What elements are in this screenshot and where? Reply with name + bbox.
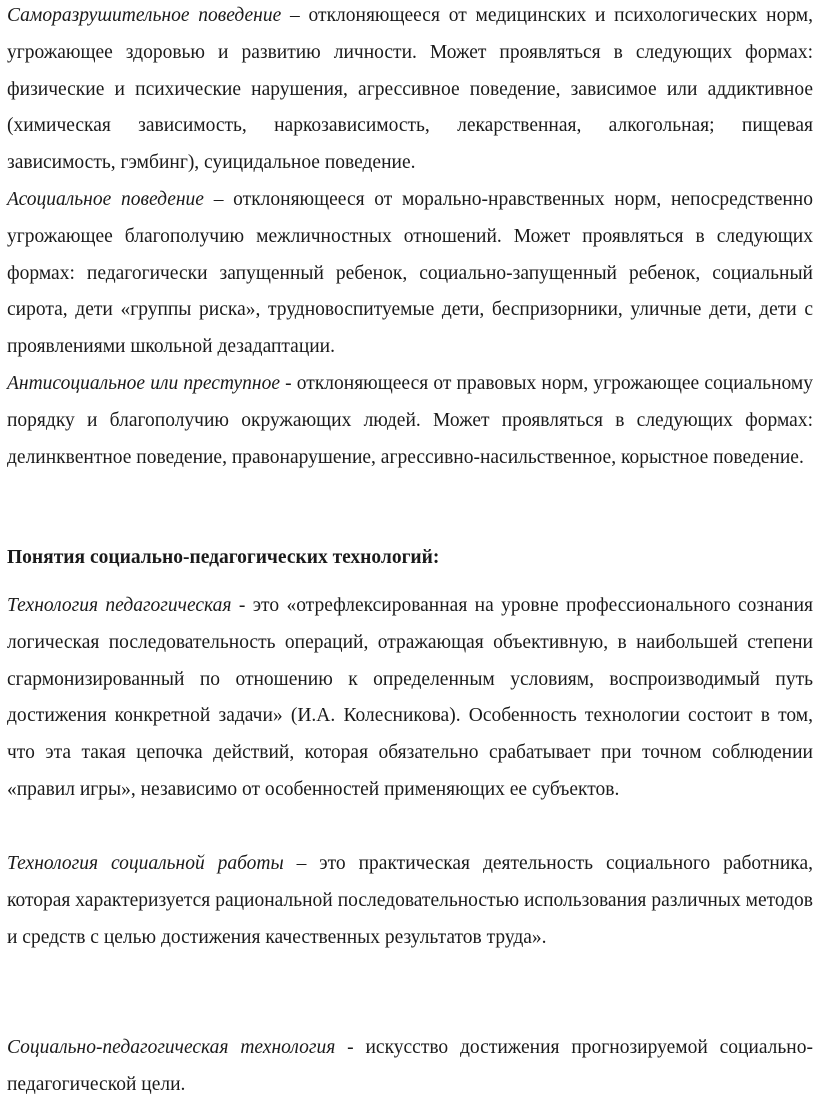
paragraph-self-destructive-behavior (7, 0, 813, 182)
definition-social-work-technology: – это практическая деятельность социального работника, которая характеризуется рациональной последовательностью использования различных методов и средств с целью достижения качественных результатов труда». (7, 853, 813, 948)
paragraph-social-pedagogical-technology (7, 1030, 813, 1104)
term-social-pedagogical-technology: Социально-педагогическая технология (7, 1037, 336, 1058)
term-pedagogical-technology: Технология педагогическая (7, 595, 232, 616)
paragraph-pedagogical-technology (7, 588, 813, 809)
paragraph-antisocial-behavior (7, 366, 813, 476)
section-heading: Понятия социально-педагогических технологий: (7, 547, 440, 568)
definition-self-destructive: – отклоняющееся от медицинских и психологических норм, угрожающее здоровью и развитию личности. Может проявляться в следующих формах: физические и психические нарушения, агрессивное поведение, зависимое или аддиктивное (химическая зависимость, наркозависимость, лекарственная, алкогольная; пищевая зависимость, гэмбинг), суицидальное поведение. (7, 5, 813, 174)
definition-social-pedagogical-technology: - искусство достижения прогнозируемой социально-педагогической цели. (7, 1037, 813, 1095)
term-self-destructive: Саморазрушительное поведение (7, 5, 282, 26)
paragraph-social-work-technology (7, 846, 813, 956)
paragraph-asocial-behavior (7, 182, 813, 366)
definition-pedagogical-technology: - это «отрефлексированная на уровне профессионального сознания логическая последовательность операций, отражающая объективную, в наибольшей степени сгармонизированный по отношению к определенным условиям, воспроизводимый путь достижения конкретной задачи» (И.А. Колесникова). Особенность технологии состоит в том, что эта такая цепочка действий, которая обязательно срабатывает при точном соблюдении «правил игры», независимо от особенностей применяющих ее субъектов. (7, 595, 813, 800)
term-asocial: Асоциальное поведение (7, 189, 204, 210)
term-antisocial: Антисоциальное или преступное (7, 373, 280, 394)
definition-antisocial: - отклоняющееся от правовых норм, угрожающее социальному порядку и благополучию окружающих людей. Может проявляться в следующих формах: делинквентное поведение, правонарушение, агрессивно-насильственное, корыстное поведение. (7, 373, 813, 468)
term-social-work-technology: Технология социальной работы (7, 853, 284, 874)
definition-asocial: – отклоняющееся от морально-нравственных норм, непосредственно угрожающее благополучию межличностных отношений. Может проявляться в следующих формах: педагогически запущенный ребенок, социально-запущенный ребенок, социальный сирота, дети «группы риска», трудновоспитуемые дети, беспризорники, уличные дети, дети с проявлениями школьной дезадаптации. (7, 189, 813, 358)
